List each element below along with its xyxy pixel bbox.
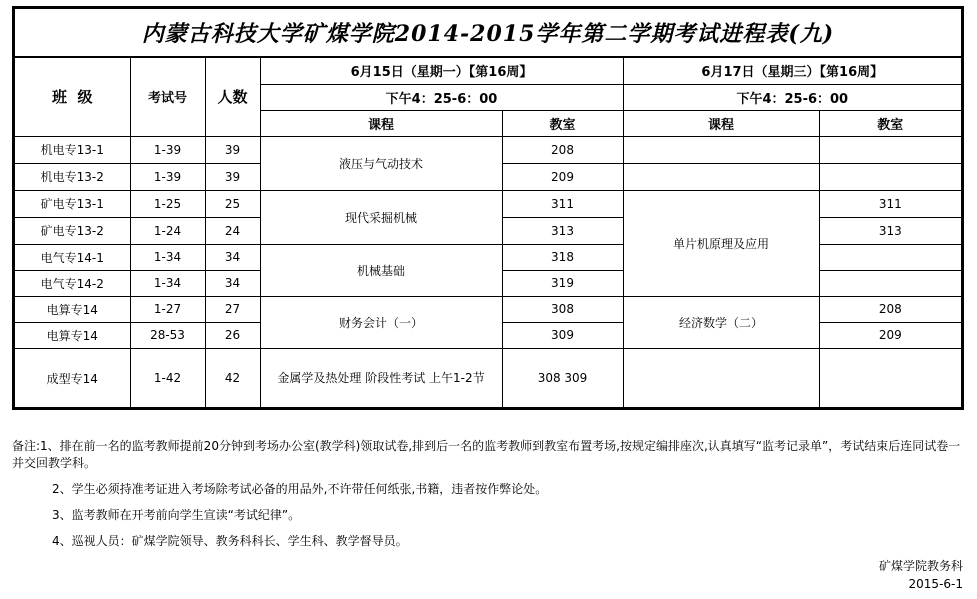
- class-cell: 机电专13-2: [15, 163, 130, 190]
- count-cell: 42: [205, 348, 260, 408]
- notes-section: [12, 438, 962, 550]
- header-day1-room: 教室: [502, 110, 623, 136]
- day2-course-cell: [623, 348, 819, 408]
- day1-room-cell: 308 309: [502, 348, 623, 408]
- exam-schedule-sheet: [12, 6, 964, 410]
- day2-room-cell: [819, 136, 961, 163]
- class-cell: 电算专14: [15, 296, 130, 322]
- day2-room-cell: [819, 348, 961, 408]
- page-title: 内蒙古科技大学矿煤学院2014-2015学年第二学期考试进程表(九): [15, 9, 961, 58]
- table-row: [15, 348, 961, 408]
- exam-no-cell: 1-25: [130, 190, 205, 217]
- day1-room-cell: 308: [502, 296, 623, 322]
- issue-date: 2015-6-1: [908, 577, 963, 591]
- day2-course-cell: 经济数学（二）: [623, 296, 819, 348]
- count-cell: 34: [205, 244, 260, 270]
- class-cell: 电气专14-1: [15, 244, 130, 270]
- class-cell: 电气专14-2: [15, 270, 130, 296]
- header-day2-room: 教室: [819, 110, 961, 136]
- day2-room-cell: [819, 244, 961, 270]
- count-cell: 25: [205, 190, 260, 217]
- table-row: [15, 244, 961, 270]
- day1-course-cell: 金属学及热处理 阶段性考试 上午1-2节: [260, 348, 502, 408]
- exam-no-cell: 1-24: [130, 217, 205, 244]
- issuing-department: 矿煤学院教务科: [878, 559, 963, 573]
- count-cell: 24: [205, 217, 260, 244]
- exam-no-cell: 1-27: [130, 296, 205, 322]
- day2-course-cell: [623, 136, 819, 163]
- header-day2-date: 6月17日（星期三）【第16周】: [623, 58, 961, 84]
- day1-room-cell: 313: [502, 217, 623, 244]
- exam-no-cell: 1-42: [130, 348, 205, 408]
- table-row: [15, 136, 961, 163]
- count-cell: 39: [205, 136, 260, 163]
- footer: [879, 557, 963, 593]
- header-exam-no: 考试号: [130, 58, 205, 136]
- day2-room-cell: 313: [819, 217, 961, 244]
- day1-room-cell: 309: [502, 322, 623, 348]
- note-item: 3、监考教师在开考前向学生宣读“考试纪律”。: [52, 508, 301, 522]
- day1-course-cell: 液压与气动技术: [260, 136, 502, 190]
- day1-room-cell: 209: [502, 163, 623, 190]
- class-cell: 成型专14: [15, 348, 130, 408]
- count-cell: 27: [205, 296, 260, 322]
- day1-room-cell: 208: [502, 136, 623, 163]
- exam-no-cell: 1-39: [130, 163, 205, 190]
- day1-course-cell: 财务会计（一）: [260, 296, 502, 348]
- header-day1-course: 课程: [260, 110, 502, 136]
- day1-course-cell: 机械基础: [260, 244, 502, 296]
- header-day1-time: 下午4：25-6：00: [260, 84, 623, 110]
- count-cell: 39: [205, 163, 260, 190]
- day1-room-cell: 311: [502, 190, 623, 217]
- header-day2-time: 下午4：25-6：00: [623, 84, 961, 110]
- header-day2-course: 课程: [623, 110, 819, 136]
- day2-room-cell: 209: [819, 322, 961, 348]
- day2-room-cell: 208: [819, 296, 961, 322]
- exam-no-cell: 28-53: [130, 322, 205, 348]
- exam-no-cell: 1-39: [130, 136, 205, 163]
- class-cell: 电算专14: [15, 322, 130, 348]
- header-count: 人数: [205, 58, 260, 136]
- header-row-date: [15, 58, 961, 84]
- exam-no-cell: 1-34: [130, 244, 205, 270]
- note-item: 4、巡视人员：矿煤学院领导、教务科科长、学生科、教学督导员。: [52, 534, 408, 548]
- header-day1-date: 6月15日（星期一）【第16周】: [260, 58, 623, 84]
- day1-course-cell: 现代采掘机械: [260, 190, 502, 244]
- header-class: 班 级: [15, 58, 130, 136]
- class-cell: 矿电专13-2: [15, 217, 130, 244]
- day2-room-cell: [819, 163, 961, 190]
- table-row: [15, 296, 961, 322]
- class-cell: 矿电专13-1: [15, 190, 130, 217]
- day2-course-cell: 单片机原理及应用: [623, 190, 819, 296]
- day2-course-cell: [623, 163, 819, 190]
- count-cell: 26: [205, 322, 260, 348]
- day1-room-cell: 319: [502, 270, 623, 296]
- exam-no-cell: 1-34: [130, 270, 205, 296]
- count-cell: 34: [205, 270, 260, 296]
- note-item: 2、学生必须持准考证进入考场除考试必备的用品外,不许带任何纸张,书籍，违者按作弊论处。: [52, 482, 548, 496]
- day2-room-cell: [819, 270, 961, 296]
- day2-room-cell: 311: [819, 190, 961, 217]
- class-cell: 机电专13-1: [15, 136, 130, 163]
- note-item: 备注:1、排在前一名的监考教师提前20分钟到考场办公室(教学科)领取试卷,排到后一名的监考教师到教室布置考场,按规定编排座次,认真填写“监考记录单”，考试结束后连同试卷一并交回教学科。: [12, 439, 961, 470]
- schedule-table: [15, 58, 961, 408]
- day1-room-cell: 318: [502, 244, 623, 270]
- table-row: [15, 190, 961, 217]
